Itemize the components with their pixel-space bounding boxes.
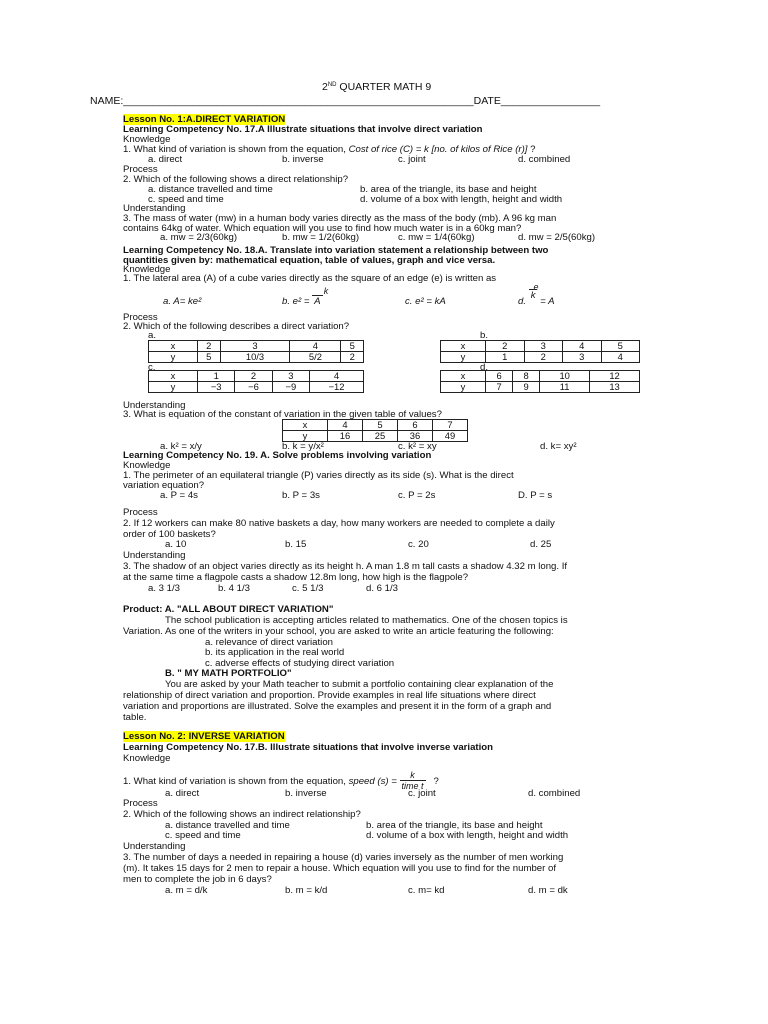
title-text: QUARTER MATH 9 [336, 81, 432, 93]
table-cell: 36 [398, 431, 433, 442]
choice-c: c. speed and time [148, 194, 224, 205]
understanding-label: Understanding [123, 400, 186, 411]
table-row [441, 341, 640, 352]
question-1-end: ? [527, 144, 536, 155]
table-cell: −12 [310, 382, 364, 393]
table-row [149, 352, 364, 363]
knowledge-label: Knowledge [123, 753, 171, 764]
choice-b: b. mw = 1/2(60kg) [282, 232, 360, 243]
question-1-equation: speed (s) = [348, 776, 397, 788]
choice-d: d. 25 [530, 539, 552, 550]
choice-a: a. distance travelled and time [148, 184, 273, 195]
product-a-title: Product: A. "ALL ABOUT DIRECT VARIATION" [123, 604, 334, 615]
problem-2-line-1: 2. If 12 workers can make 80 native baskets a day, how many workers are needed to complete a daily [123, 518, 555, 529]
table-cell: −3 [198, 382, 235, 393]
product-a-paragraph-line-2: Variation. As one of the writers in your school, you are asked to write an article featuring the following: [123, 626, 554, 637]
question-1-equation: Cost of rice (C) = k [no. of kilos of Rice (r)] [348, 144, 528, 155]
choice-c: c. 20 [408, 539, 429, 550]
table-cell: 6 [486, 371, 513, 382]
product-b-paragraph-line-3: variation and proportions are illustrated. Solve the examples and present it in the form of a graph and [123, 701, 552, 712]
table-cell: 10 [540, 371, 590, 382]
question-1-end: ? [433, 776, 439, 788]
choice-a: a. P = 4s [160, 490, 198, 501]
choice-b: b. 15 [285, 539, 307, 550]
choice-a: a. direct [148, 154, 183, 165]
list-item: a. relevance of direct variation [205, 637, 333, 648]
table-cell: x [441, 341, 486, 352]
table-cell: y [149, 382, 198, 393]
table-cell: y [149, 352, 198, 363]
choice-b: b. k = y/x² [282, 441, 324, 452]
table-row [283, 431, 468, 442]
table-cell: x [283, 420, 328, 431]
table-cell: 4 [290, 341, 341, 352]
table-cell: 4 [563, 341, 602, 352]
table-cell: 4 [328, 420, 363, 431]
fraction-numerator: e [533, 282, 539, 292]
table-cell: 2 [486, 341, 525, 352]
table-cell: 4 [601, 352, 640, 363]
name-date-line: NAME:____________________________________________________________DATE_________________ [90, 95, 601, 107]
process-label: Process [123, 312, 158, 323]
fraction-denominator: k [530, 290, 536, 301]
table-cell: y [441, 382, 486, 393]
choice-c: c. 5 1/3 [292, 583, 324, 594]
table-a [148, 340, 364, 363]
table-b [440, 340, 640, 363]
table-cell: 5 [198, 352, 221, 363]
process-label: Process [123, 798, 158, 809]
table-cell: 10/3 [220, 352, 290, 363]
table-cell: 2 [235, 371, 272, 382]
understanding-label: Understanding [123, 841, 186, 852]
choice-d: d. combined [528, 788, 581, 799]
table-row [441, 382, 640, 393]
title-superscript: ND [327, 82, 337, 88]
list-item: c. adverse effects of studying direct variation [205, 658, 395, 669]
choice-a: a. mw = 2/3(60kg) [160, 232, 238, 243]
process-label: Process [123, 507, 158, 518]
fraction-numerator: k [400, 770, 426, 781]
table-cell: y [441, 352, 486, 363]
table-cell: 1 [198, 371, 235, 382]
choice-a: a. direct [165, 788, 200, 799]
choice-c: c. m= kd [408, 885, 445, 896]
choice-b: b. area of the triangle, its base and height [360, 184, 537, 195]
choice-d: d. 6 1/3 [366, 583, 399, 594]
table-cell: x [149, 371, 198, 382]
choice-d: d. volume of a box with length, height and width [360, 194, 563, 205]
lc19a-title: Learning Competency No. 19. A. Solve problems involving variation [123, 450, 432, 461]
table-label-b: b. [480, 330, 489, 341]
table-row [441, 352, 640, 363]
question-2: 2. Which of the following describes a direct variation? [123, 321, 350, 332]
knowledge-label: Knowledge [123, 460, 171, 471]
table-cell: y [283, 431, 328, 442]
product-b-paragraph-line-1: You are asked by your Math teacher to submit a portfolio containing clear explanation of the [165, 679, 554, 690]
table-cell: 5/2 [290, 352, 341, 363]
table-cell: 8 [513, 371, 540, 382]
problem-3-line-2: at the same time a flagpole casts a shadow 12.8m long, how high is the flagpole? [123, 572, 469, 583]
problem-1-line-1: 1. The perimeter of an equilateral triangle (P) varies directly as its side (s). What is the direct [123, 470, 514, 481]
choice-c: c. joint [398, 154, 426, 165]
product-b-paragraph-line-2: relationship of direct variation and proportion. Provide examples in real life situations where direct [123, 690, 536, 701]
choice-a: a. A= ke² [163, 296, 202, 307]
choice-d: D. P = s [518, 490, 553, 501]
table-cell: 3 [220, 341, 290, 352]
problem-1-line-2: variation equation? [123, 480, 205, 491]
product-b-paragraph-line-4: table. [123, 712, 147, 723]
question-2: 2. Which of the following shows a direct relationship? [123, 174, 349, 185]
table-label-a: a. [148, 330, 157, 341]
table-row [149, 341, 364, 352]
question-3-line-1: 3. The mass of water (mw) in a human body varies directly as the mass of the body (mb). A 96 kg man [123, 213, 557, 224]
table-cell: 7 [433, 420, 468, 431]
choice-b: b. P = 3s [282, 490, 320, 501]
title-number: 2 [322, 81, 328, 93]
table-cell: 5 [363, 420, 398, 431]
table-cell: 49 [433, 431, 468, 442]
product-b-title: B. " MY MATH PORTFOLIO" [165, 668, 292, 679]
choice-a: a. 3 1/3 [148, 583, 181, 594]
problem-2-line-2: order of 100 baskets? [123, 529, 216, 540]
choice-b: b. inverse [285, 788, 327, 799]
question-2: 2. Which of the following shows an indirect relationship? [123, 809, 361, 820]
choice-a: a. distance travelled and time [165, 820, 290, 831]
page-title [322, 80, 431, 93]
table-c [148, 370, 364, 393]
lc18a-title-line-2: quantities given by: mathematical equation, table of values, graph and vice versa. [123, 255, 496, 266]
question-1: 1. The lateral area (A) of a cube varies directly as the square of an edge (e) is written as [123, 273, 497, 284]
table-cell: 2 [524, 352, 563, 363]
table-cell: 2 [341, 352, 364, 363]
choice-d: d. mw = 2/5(60kg) [518, 232, 596, 243]
table-cell: 13 [590, 382, 640, 393]
table-cell: 5 [341, 341, 364, 352]
table-cell: 3 [272, 371, 309, 382]
table-cell: 7 [486, 382, 513, 393]
table-cell: 3 [524, 341, 563, 352]
question-1-text: 1. What kind of variation is shown from the equation, [123, 144, 349, 155]
table-cell: 9 [513, 382, 540, 393]
table-cell: 11 [540, 382, 590, 393]
table-d [440, 370, 640, 393]
choice-b-text: b. e² = [282, 296, 310, 307]
choice-d: d. m = dk [528, 885, 568, 896]
lesson2-heading: Lesson No. 2: INVERSE VARIATION [123, 731, 285, 742]
choice-c: c. k² = xy [398, 441, 437, 452]
table-cell: 12 [590, 371, 640, 382]
table-cell: x [441, 371, 486, 382]
choice-c: c. speed and time [165, 830, 241, 841]
table-cell: 1 [486, 352, 525, 363]
knowledge-label: Knowledge [123, 264, 171, 275]
question-3-line-1: 3. The number of days a needed in repairing a house (d) varies inversely as the number of men working [123, 852, 564, 863]
choice-a: a. 10 [165, 539, 187, 550]
question-1 [123, 144, 535, 155]
choice-b: b. m = k/d [285, 885, 328, 896]
choice-c: c. e² = kA [405, 296, 446, 307]
understanding-label: Understanding [123, 550, 186, 561]
table-cell: 4 [310, 371, 364, 382]
question-1-text: 1. What kind of variation is shown from the equation, [123, 776, 349, 788]
choice-c: c. mw = 1/4(60kg) [398, 232, 475, 243]
choice-c: c. P = 2s [398, 490, 436, 501]
table-cell: −9 [272, 382, 309, 393]
fraction-denominator: time t [401, 781, 424, 791]
table-cell: −6 [235, 382, 272, 393]
table-label-d: d. [480, 362, 489, 373]
choice-c: c. joint [408, 788, 436, 799]
choice-a: a. k² = x/y [160, 441, 202, 452]
table-cell: 25 [363, 431, 398, 442]
table-row [149, 371, 364, 382]
question-3-line-2: (m). It takes 15 days for 2 men to repair a house. Which equation will you use to find for the number of [123, 863, 557, 874]
table-row [441, 371, 640, 382]
table-cell: 16 [328, 431, 363, 442]
choice-d: d. k= xy² [540, 441, 577, 452]
table-row [149, 382, 364, 393]
choice-b: b. area of the triangle, its base and height [366, 820, 543, 831]
list-item: b. its application in the real world [205, 647, 345, 658]
choice-b: b. 4 1/3 [218, 583, 251, 594]
table-cell: 6 [398, 420, 433, 431]
fraction-numerator: k [323, 286, 329, 296]
question-3-line-2: contains 64kg of water. Which equation will you use to find how much water is in a 60kg man? [123, 223, 522, 234]
table-constant [282, 419, 468, 442]
fraction-denominator: A [314, 296, 321, 307]
problem-3-line-1: 3. The shadow of an object varies directly as its height h. A man 1.8 m tall casts a shadow 4.32 m long. If [123, 561, 568, 572]
lc17b-title: Learning Competency No. 17.B. Illustrate situations that involve inverse variation [123, 742, 493, 753]
question-3-line-3: men to complete the job in 6 days? [123, 874, 272, 885]
choice-a: a. m = d/k [165, 885, 208, 896]
lc18a-title-line-1: Learning Competency No. 18.A. Translate into variation statement a relationship between two [123, 245, 549, 256]
choice-d-tail: = A [540, 296, 555, 307]
table-cell: 3 [563, 352, 602, 363]
understanding-label: Understanding [123, 203, 186, 214]
table-label-c: c. [148, 362, 156, 373]
choice-d [518, 290, 555, 307]
choice-d-text: d. [518, 296, 527, 307]
choice-b: b. inverse [282, 154, 324, 165]
table-row [283, 420, 468, 431]
table-cell: 2 [198, 341, 221, 352]
choice-b [282, 296, 323, 307]
table-cell: x [149, 341, 198, 352]
lesson1-heading: Lesson No. 1:A.DIRECT VARIATION [123, 114, 286, 125]
knowledge-label: Knowledge [123, 134, 171, 145]
process-label: Process [123, 164, 158, 175]
table-cell: 5 [601, 341, 640, 352]
choice-d: d. volume of a box with length, height and width [366, 830, 569, 841]
choice-d: d. combined [518, 154, 571, 165]
product-a-paragraph-line-1: The school publication is accepting articles related to mathematics. One of the chosen topics is [165, 615, 568, 626]
lc17a-title: Learning Competency No. 17.A Illustrate situations that involve direct variation [123, 124, 483, 135]
question-3: 3. What is equation of the constant of variation in the given table of values? [123, 409, 442, 420]
